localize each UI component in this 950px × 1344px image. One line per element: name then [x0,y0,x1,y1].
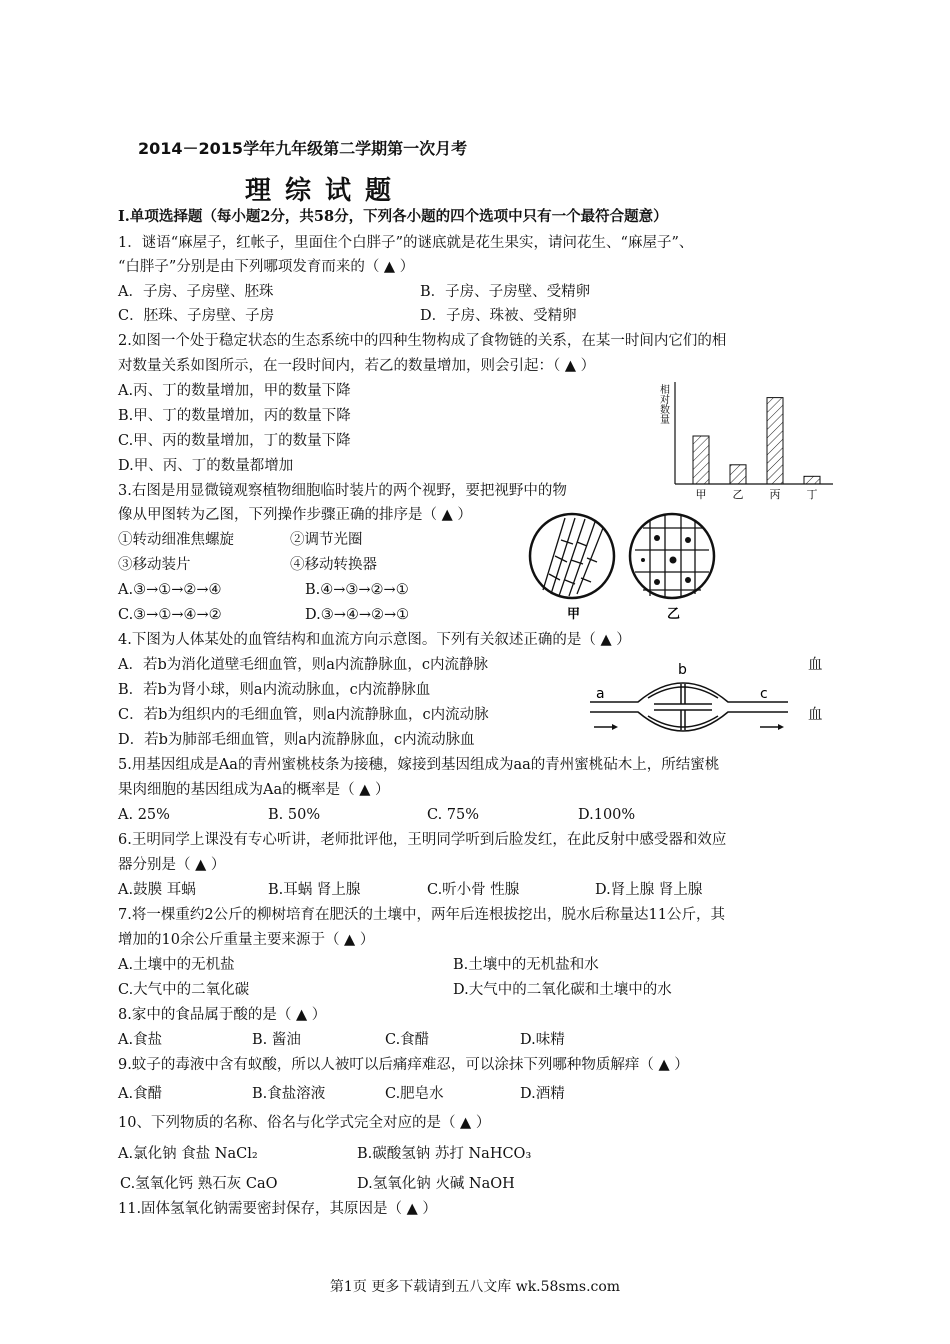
q9-option-c: C.肥皂水 [385,1086,444,1102]
q2-option-c: C.甲、丙的数量增加，丁的数量下降 [118,433,351,449]
vessel-label-b: b [678,662,687,678]
q2-option-d: D.甲、丙、丁的数量都增加 [118,458,294,474]
q6-option-b: B.耳蜗 肾上腺 [268,882,361,898]
bar-label-0: 甲 [695,488,707,500]
q9-option-a: A.食醋 [118,1086,163,1102]
q3-step-2: ②调节光圈 [290,532,363,548]
q10-option-c: C.氢氧化钙 熟石灰 CaO [120,1176,278,1192]
q10-stem: 10、下列物质的名称、俗名与化学式完全对应的是（ ▲ ） [118,1115,491,1131]
q5-stem-line1: 5.用基因组成是Aa的青州蜜桃枝条为接穗，嫁接到基因组成为aa的青州蜜桃砧木上，所结蜜桃 [118,757,720,773]
q3-step-4: ④移动转换器 [290,557,377,573]
q7-option-c: C.大气中的二氧化碳 [118,982,250,998]
label-yi: 乙 [667,607,681,622]
section-heading: I.单项选择题（每小题2分，共58分，下列各小题的四个选项中只有一个最符合题意） [118,208,668,225]
q8-option-c: C.食醋 [385,1032,430,1048]
q6-option-a: A.鼓膜 耳蜗 [118,882,196,898]
q4-option-c-end: 血 [808,707,823,723]
q6-stem-line1: 6.王明同学上课没有专心听讲，老师批评他，王明同学听到后脸发红，在此反射中感受器和效应 [118,832,727,848]
q5-stem-line2: 果肉细胞的基因组成为Aa的概率是（ ▲ ） [118,782,390,798]
q2-stem-line2: 对数量关系如图所示，在一段时间内，若乙的数量增加，则会引起：（ ▲ ） [118,358,596,374]
q7-option-a: A.土壤中的无机盐 [118,957,235,973]
q2-option-a: A.丙、丁的数量增加，甲的数量下降 [118,383,351,399]
q8-option-b: B. 酱油 [252,1032,301,1048]
bar-2 [767,398,783,484]
q7-option-b: B.土壤中的无机盐和水 [453,957,599,973]
page-footer: 第1页 更多下载请到五八文库 wk.58sms.com [329,1279,621,1295]
q6-stem-line2: 器分别是（ ▲ ） [118,857,226,873]
q3-stem-line2: 像从甲图转为乙图，下列操作步骤正确的排序是（ ▲ ） [118,507,472,523]
q7-option-d: D.大气中的二氧化碳和土壤中的水 [453,982,672,998]
field-jia [530,514,614,598]
q8-stem: 8.家中的食品属于酸的是（ ▲ ） [118,1007,327,1023]
q2-option-b: B.甲、丁的数量增加，丙的数量下降 [118,408,351,424]
q1-option-d: D．子房、珠被、受精卵 [420,308,577,324]
q5-option-d: D.100% [578,807,636,823]
q1-option-a: A．子房、子房壁、胚珠 [118,284,274,300]
q4-stem: 4.下图为人体某处的血管结构和血流方向示意图。下列有关叙述正确的是（ ▲ ） [118,632,631,648]
q10-option-d: D.氢氧化钠 火碱 NaOH [357,1176,515,1192]
q7-stem-line1: 7.将一棵重约2公斤的柳树培育在肥沃的土壤中，两年后连根拔挖出，脱水后称量达11公斤，其 [118,907,726,923]
bar-0 [693,436,709,484]
microscope-fields-figure [525,510,725,625]
q11-stem: 11.固体氢氧化钠需要密封保存，其原因是（ ▲ ） [118,1201,437,1217]
field-yi [630,514,714,598]
q4-option-c: C．若b为组织内的毛细血管，则a内流静脉血，c内流动脉 [118,707,489,723]
q4-option-d: D．若b为肺部毛细血管，则a内流静脉血，c内流动脉血 [118,732,475,748]
q9-stem: 9.蚊子的毒液中含有蚁酸，所以人被叮以后痛痒难忍，可以涂抹下列哪种物质解痒（ ▲ ） [118,1057,689,1073]
chart-ylabel: 相对数量 [657,384,669,424]
q10-option-a: A.氯化钠 食盐 NaCl₂ [118,1146,258,1162]
q9-option-b: B.食盐溶液 [252,1086,326,1102]
q6-option-c: C.听小骨 性腺 [427,882,520,898]
q3-step-1: ①转动细准焦螺旋 [118,532,234,548]
q5-option-a: A. 25% [118,807,170,823]
q1-option-c: C．胚珠、子房壁、子房 [118,308,275,324]
bar-label-2: 丙 [769,488,781,500]
q3-option-c: C.③→①→④→② [118,607,222,623]
q4-option-b: B．若b为肾小球，则a内流动脉血，c内流静脉血 [118,682,431,698]
blood-vessel-figure [588,660,798,740]
bar-1 [730,465,746,484]
q4-option-a: A．若b为消化道壁毛细血管，则a内流静脉血，c内流静脉 [118,657,489,673]
q8-option-d: D.味精 [520,1032,565,1048]
q5-option-c: C. 75% [427,807,480,823]
q1-stem-line1: 1．谜语“麻屋子，红帐子，里面住个白胖子”的谜底就是花生果实，请问花生、“麻屋子”、 [118,235,694,251]
vessel-label-c: c [760,686,768,702]
q4-option-a-end: 血 [808,657,823,673]
exam-header: 2014－2015学年九年级第二学期第一次月考 [138,139,468,158]
q3-stem-line1: 3.右图是用显微镜观察植物细胞临时装片的两个视野，要把视野中的物 [118,483,567,499]
q3-step-3: ③移动装片 [118,557,191,573]
q3-option-b: B.④→③→②→① [305,582,409,598]
q3-option-a: A.③→①→②→④ [118,582,222,598]
bar-label-1: 乙 [732,488,744,500]
label-jia: 甲 [567,607,581,622]
q10-option-b: B.碳酸氢钠 苏打 NaHCO₃ [357,1146,532,1162]
bar-label-3: 丁 [806,488,818,500]
q1-option-b: B．子房、子房壁、受精卵 [420,284,591,300]
q1-stem-line2: “白胖子”分别是由下列哪项发育而来的（ ▲ ） [118,259,415,275]
bar-3 [804,476,820,484]
q9-option-d: D.酒精 [520,1086,565,1102]
population-bar-chart [655,380,835,500]
q7-stem-line2: 增加的10余公斤重量主要来源于（ ▲ ） [118,932,375,948]
q3-option-d: D.③→④→②→① [305,607,410,623]
vessel-label-a: a [596,686,605,702]
q8-option-a: A.食盐 [118,1032,163,1048]
exam-title: 理综试题 [245,176,406,206]
q6-option-d: D.肾上腺 肾上腺 [595,882,703,898]
q5-option-b: B. 50% [268,807,321,823]
q2-stem-line1: 2.如图一个处于稳定状态的生态系统中的四种生物构成了食物链的关系，在某一时间内它们的相 [118,333,727,349]
